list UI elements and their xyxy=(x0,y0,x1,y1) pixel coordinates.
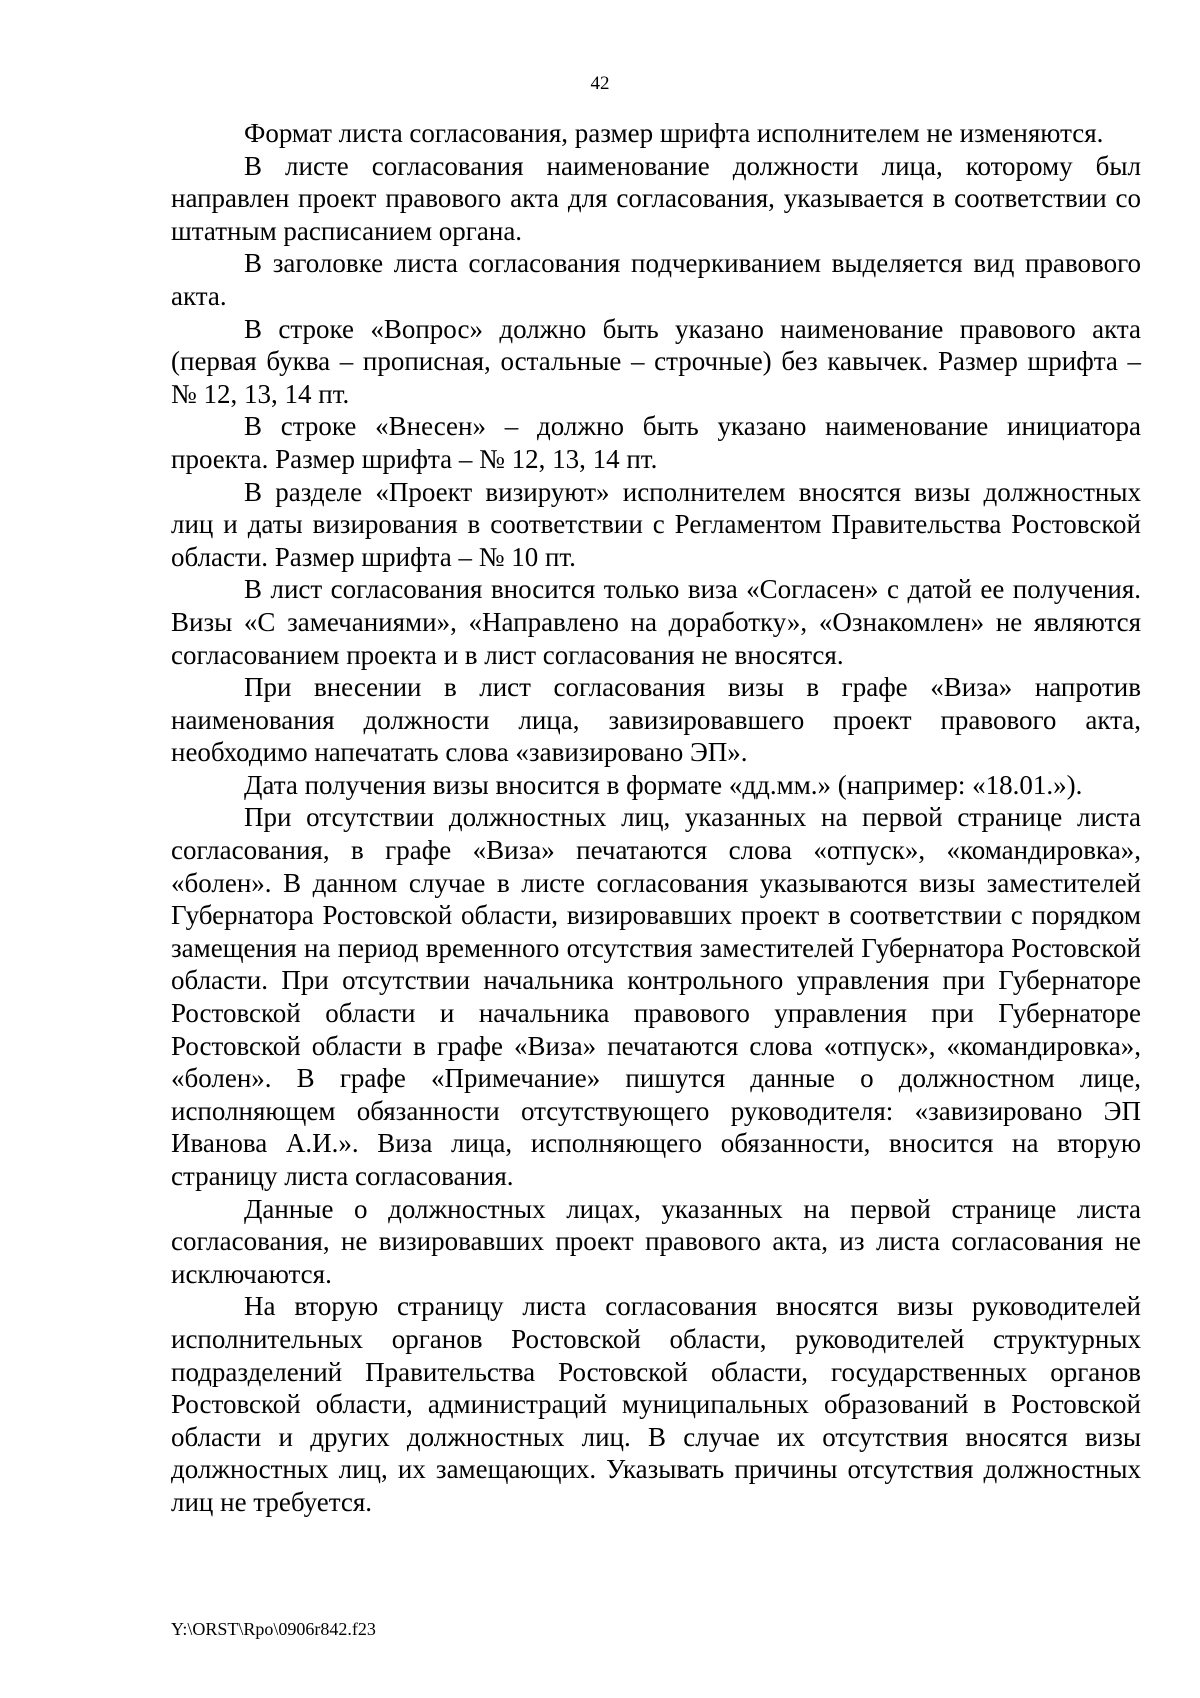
paragraph-title-underline: В заголовке листа согласования подчеркиванием выделяется вид правового акта. xyxy=(171,248,1141,311)
paragraph-submitted-line: В строке «Внесен» – должно быть указано наименование инициатора проекта. Размер шрифта – № 12, 13, 14 пт. xyxy=(171,411,1141,474)
paragraph-ep-visa: При внесении в лист согласования визы в графе «Виза» напротив наименования должности лица, завизировавшего проект правового акта, необходимо напечатать слова «завизировано ЭП». xyxy=(171,672,1141,768)
paragraph-second-page: На вторую страницу листа согласования вносятся визы руководителей исполнительных органов Ростовской области, руководителей структурных подразделений Правительства Ростовской области, государственных органов Ростовской области, администраций муниципальных образований в Ростовской области и других должностных лиц. В случае их отсутствия вносятся визы должностных лиц, их замещающих. Указывать причины отсутствия должностных лиц не требуется. xyxy=(171,1291,1141,1517)
page-number: 42 xyxy=(590,73,610,94)
paragraph-absence-rules: При отсутствии должностных лиц, указанных на первой странице листа согласования, в графе «Виза» печатаются слова «отпуск», «командировка», «болен». В данном случае в листе согласования указываются визы заместителей Губернатора Ростовской области, визировавших проект в соответствии с порядком замещения на период временного отсутствия заместителей Губернатора Ростовской области. При отсутствии начальника контрольного управления при Губернаторе Ростовской области и начальника правового управления при Губернаторе Ростовской области в графе «Виза» печатаются слова «отпуск», «командировка», «болен». В графе «Примечание» пишутся данные о должностном лице, исполняющем обязанности отсутствующего руководителя: «завизировано ЭП Иванова А.И.». Виза лица, исполняющего обязанности, вносится на вторую страницу листа согласования. xyxy=(171,802,1141,1191)
paragraph-not-excluded: Данные о должностных лицах, указанных на первой странице листа согласования, не визировавших проект правового акта, из листа согласования не исключаются. xyxy=(171,1193,1141,1289)
paragraph-visa-section: В разделе «Проект визируют» исполнителем вносятся визы должностных лиц и даты визирования в соответствии с Регламентом Правительства Ростовской области. Размер шрифта – № 10 пт. xyxy=(171,476,1141,572)
paragraph-format: Формат листа согласования, размер шрифта исполнителем не изменяются. xyxy=(244,118,1104,148)
footer-file-path: Y:\ORST\Rpo\0906r842.f23 xyxy=(171,1619,376,1639)
paragraph-date-format: Дата получения визы вносится в формате «дд.мм.» (например: «18.01.»). xyxy=(244,769,1083,800)
paragraph-agreed-visa: В лист согласования вносится только виза «Согласен» с датой ее получения. Визы «С замечаниями», «Направлено на доработку», «Ознакомлен» не являются согласованием проекта и в лист согласования не вносятся. xyxy=(171,574,1141,670)
paragraph-question-line: В строке «Вопрос» должно быть указано наименование правового акта (первая буква – прописная, остальные – строчные) без кавычек. Размер шрифта – № 12, 13, 14 пт. xyxy=(171,313,1141,409)
document-body xyxy=(171,117,1141,1519)
paragraph-position-name: В листе согласования наименование должности лица, которому был направлен проект правового акта для согласования, указывается в соответствии со штатным расписанием органа. xyxy=(171,150,1141,246)
